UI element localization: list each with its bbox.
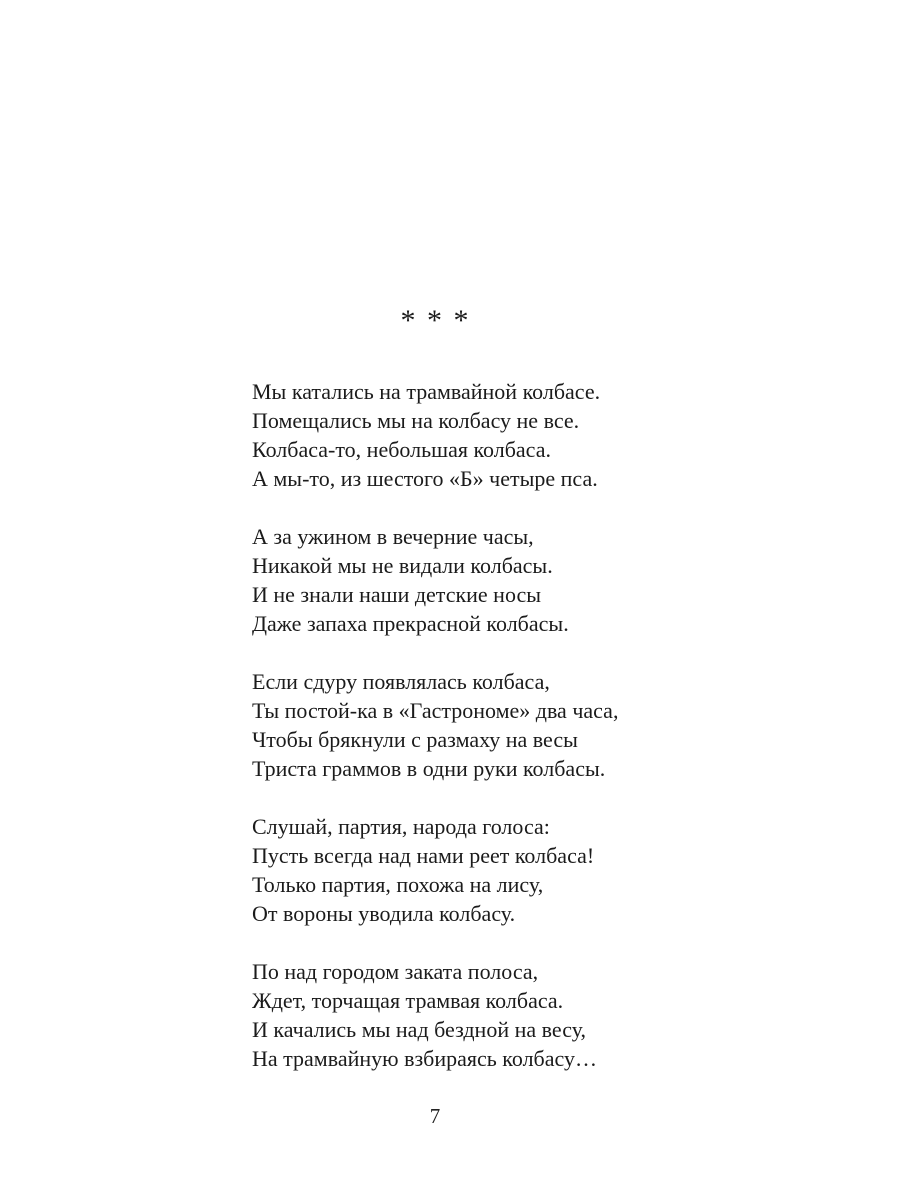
poem-line: Слушай, партия, народа голоса:: [252, 814, 550, 839]
poem-line: А мы-то, из шестого «Б» четыре пса.: [252, 466, 598, 491]
poem-content: [252, 0, 618, 1128]
poem-line: Триста граммов в одни руки колбасы.: [252, 756, 606, 781]
stanza-5: [252, 957, 618, 1073]
stanza-4: [252, 812, 618, 928]
poem-line: Помещались мы на колбасу не все.: [252, 408, 580, 433]
poem-line: Колбаса-то, небольшая колбаса.: [252, 437, 551, 462]
poem-line: Никакой мы не видали колбасы.: [252, 553, 553, 578]
poem-line: А за ужином в вечерние часы,: [252, 524, 534, 549]
poem-line: Ты постой-ка в «Гастрономе» два часа,: [252, 698, 619, 723]
stanza-3: [252, 667, 618, 783]
section-separator: * * *: [400, 304, 470, 337]
poem-line: От вороны уводила колбасу.: [252, 901, 516, 926]
poem-line: Чтобы брякнули с размаху на весы: [252, 727, 578, 752]
poem-line: Даже запаха прекрасной колбасы.: [252, 611, 569, 636]
page-number: 7: [429, 1104, 441, 1128]
poem-line: Если сдуру появлялась колбаса,: [252, 669, 550, 694]
poem-line: Ждет, торчащая трамвая колбаса.: [252, 988, 564, 1013]
poem-line: На трамвайную взбираясь колбасу…: [252, 1046, 597, 1071]
poem-line: И не знали наши детские носы: [252, 582, 542, 607]
poem-line: Мы катались на трамвайной колбасе.: [252, 379, 601, 404]
poem-line: Только партия, похожа на лису,: [252, 872, 544, 897]
stanza-2: [252, 522, 618, 638]
poem-line: И качались мы над бездной на весу,: [252, 1017, 586, 1042]
poem-line: Пусть всегда над нами реет колбаса!: [252, 843, 595, 868]
poem-line: По над городом заката полоса,: [252, 959, 539, 984]
stanza-1: [252, 377, 618, 493]
